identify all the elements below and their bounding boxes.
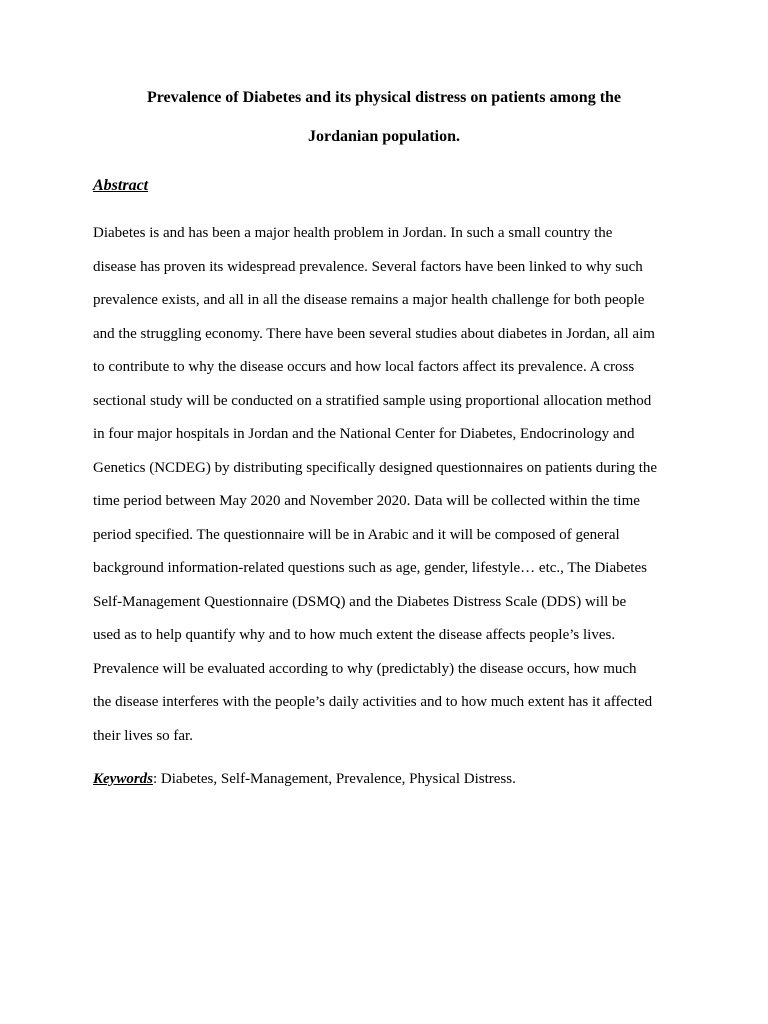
abstract-line: period specified. The questionnaire will be in Arabic and it will be composed of general — [93, 526, 620, 543]
abstract-line: Genetics (NCDEG) by distributing specifically designed questionnaires on patients during the — [93, 459, 658, 476]
keywords-label: Keywords — [93, 771, 153, 787]
abstract-line: prevalence exists, and all in all the disease remains a major health challenge for both people — [93, 292, 645, 308]
abstract-paragraph — [93, 222, 693, 758]
abstract-line: Diabetes is and has been a major health problem in Jordan. In such a small country the — [93, 225, 613, 241]
abstract-line: to contribute to why the disease occurs and how local factors affect its prevalence. A cross — [93, 359, 635, 375]
abstract-line: Prevalence will be evaluated according to why (predictably) the disease occurs, how much — [93, 660, 637, 677]
title-line-2: Jordanian population. — [307, 128, 461, 145]
abstract-line: used as to help quantify why and to how much extent the disease affects people’s lives. — [93, 627, 616, 643]
abstract-line: background information-related questions such as age, gender, lifestyle… etc., The Diabetes — [93, 560, 647, 576]
abstract-heading: Abstract — [93, 177, 149, 194]
abstract-line: disease has proven its widespread prevalence. Several factors have been linked to why such — [93, 258, 643, 275]
abstract-line: their lives so far. — [93, 727, 193, 744]
keywords-line — [93, 769, 516, 789]
abstract-line: sectional study will be conducted on a stratified sample using proportional allocation method — [93, 392, 652, 409]
abstract-line: the disease interferes with the people’s daily activities and to how much extent has it affected — [93, 694, 653, 710]
abstract-line: Self-Management Questionnaire (DSMQ) and the Diabetes Distress Scale (DDS) will be — [93, 593, 627, 610]
abstract-line: in four major hospitals in Jordan and the National Center for Diabetes, Endocrinology and — [93, 426, 635, 442]
abstract-line: time period between May 2020 and November 2020. Data will be collected within the time — [93, 493, 640, 509]
keywords-text: : Diabetes, Self-Management, Prevalence, Physical Distress. — [153, 771, 516, 787]
title-line-1: Prevalence of Diabetes and its physical distress on patients among the — [146, 89, 622, 106]
abstract-line: and the struggling economy. There have been several studies about diabetes in Jordan, all aim — [93, 325, 655, 342]
